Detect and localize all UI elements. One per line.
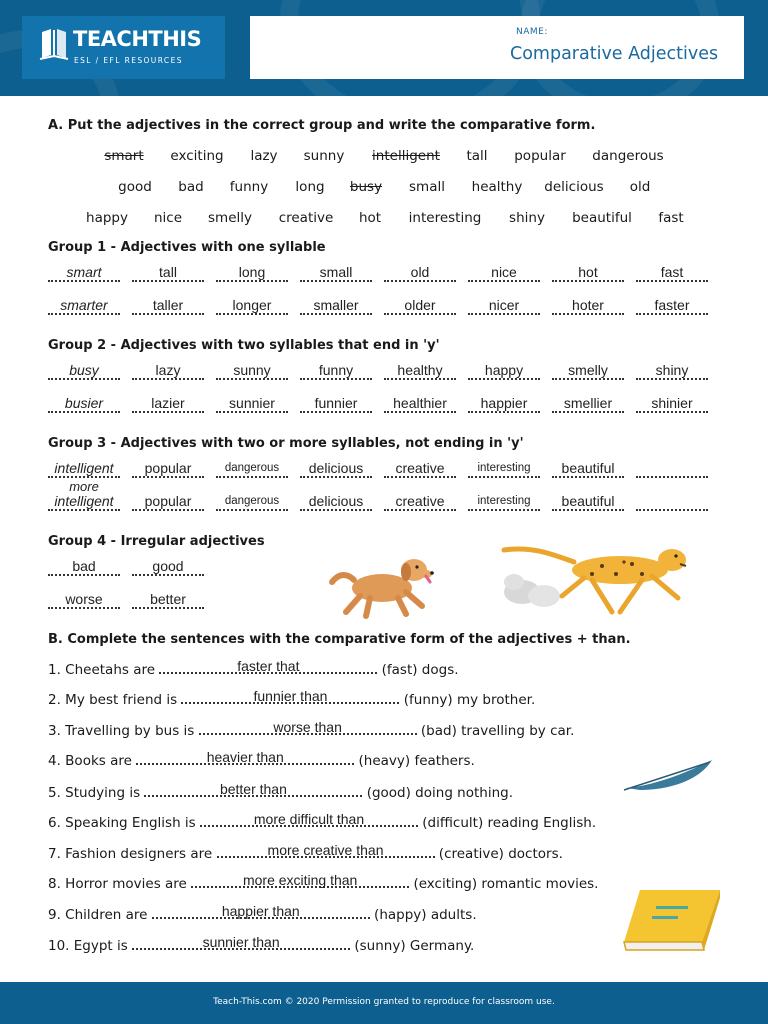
word-bank-item: happy [86,210,128,226]
adjective-answer: lazy [155,362,181,378]
word-bank-item: healthy [471,179,523,195]
comparative-answer: sunnier [229,395,275,411]
group-1-heading: Group 1 - Adjectives with one syllable [48,240,326,255]
word-bank-item: intelligent [372,148,440,164]
sentence-start: 4. Books are [48,753,137,769]
comparative-answer: interesting [477,495,531,507]
comparative-answer: smellier [563,395,613,411]
comparative-answer: shinier [651,395,693,411]
comparative-answer: lazier [151,395,185,411]
adjective-answer: good [152,558,184,574]
comparative-answer: delicious [308,493,364,509]
section-a-instruction: A. Put the adjectives in the correct group and write the comparative form. [48,118,596,133]
adjective-answer: small [319,264,353,280]
comparative-answer: longer [232,297,272,313]
adjective-answer: hot [578,264,598,280]
book-icon [622,886,722,954]
comparative-answer: intelligent [54,493,114,509]
adjective-answer: bad [72,558,96,574]
sentence-start: 1. Cheetahs are [48,662,160,678]
footer-text: Teach-This.com © 2020 Permission granted to reproduce for classroom use. [213,997,555,1007]
comparative-answer: taller [152,297,184,313]
comparative-answer: beautiful [561,493,615,509]
word-bank-item: hot [358,210,382,226]
sentence-start: 2. My best friend is [48,692,182,708]
word-bank-item: delicious [544,179,604,195]
word-bank-item: fast [658,210,684,226]
sentence-end: (sunny) Germany. [350,938,475,954]
answer-blank [636,507,708,511]
sentence-end: (difficult) reading English. [418,815,597,831]
group-4-heading: Group 4 - Irregular adjectives [48,534,265,549]
adjective-answer: interesting [477,462,531,474]
comparative-answer: better [150,591,186,607]
word-bank-item: exciting [170,148,224,164]
word-bank-item: old [629,179,651,195]
sentence-answer: happier than [221,903,300,919]
adjective-answer: intelligent [54,460,114,476]
adjective-answer: old [410,264,430,280]
sentence-end: (creative) doctors. [434,846,563,862]
answer-blank [468,474,540,478]
word-bank-item: smelly [208,210,252,226]
adjective-answer: healthy [397,362,443,378]
sentence-start: 6. Speaking English is [48,815,200,831]
sentence-start: 9. Children are [48,907,152,923]
word-bank-item: funny [229,179,269,195]
sentence-start: 10. Egypt is [48,938,133,954]
word-bank-item: sunny [303,148,345,164]
comparative-answer: popular [144,493,192,509]
word-bank-item: small [409,179,445,195]
answer-blank [216,507,288,511]
word-bank-item: shiny [509,210,545,226]
sentence-end: (funny) my brother. [399,692,536,708]
comparative-answer: worse [65,591,103,607]
sentence-answer: worse than [273,719,342,735]
word-bank-item: creative [278,210,334,226]
word-bank-item: lazy [250,148,278,164]
sentence-end: (bad) travelling by car. [416,723,575,739]
sentence-answer: funnier than [253,688,328,704]
footer [0,982,768,1024]
comparative-answer: healthier [393,395,447,411]
comparative-answer: smaller [313,297,359,313]
sentence-answer: more difficult than [253,811,365,827]
sentence-end: (exciting) romantic movies. [409,876,599,892]
word-bank-item: bad [178,179,204,195]
sentence-answer: faster that [237,658,300,674]
word-bank-item: nice [153,210,183,226]
section-b-instruction: B. Complete the sentences with the comparative form of the adjectives + than. [48,632,631,647]
dog-icon [326,552,438,622]
sentence-answer: more creative than [267,842,384,858]
sentence-start: 3. Travelling by bus is [48,723,199,739]
sentence-end: (fast) dogs. [377,662,459,678]
comparative-answer: funnier [314,395,358,411]
word-bank-item: tall [466,148,488,164]
adjective-answer: long [238,264,266,280]
comparative-answer: busier [64,395,104,411]
title-box [250,16,744,79]
word-bank-item: popular [514,148,566,164]
adjective-answer: creative [395,460,445,476]
comparative-answer: smarter [60,297,108,313]
adjective-answer: sunny [233,362,271,378]
group-2-heading: Group 2 - Adjectives with two syllables that end in 'y' [48,338,440,353]
comparative-prefix: more [69,479,99,494]
adjective-answer: shiny [655,362,689,378]
adjective-answer: tall [159,264,177,280]
logo-tagline: ESL / EFL RESOURCES [74,56,183,65]
answer-blank [468,507,540,511]
adjective-answer: smelly [568,362,608,378]
word-bank-item: long [295,179,325,195]
word-bank-item: good [118,179,152,195]
group-3-heading: Group 3 - Adjectives with two or more syllables, not ending in 'y' [48,436,524,451]
sentence-end: (happy) adults. [369,907,477,923]
sentence-start: 7. Fashion designers are [48,846,217,862]
adjective-answer: delicious [308,460,364,476]
adjective-answer: fast [660,264,684,280]
answer-blank [636,474,708,478]
word-bank-item: beautiful [572,210,632,226]
word-bank-item: dangerous [592,148,664,164]
comparative-answer: creative [395,493,445,509]
book-logo-icon [38,28,70,62]
comparative-answer: faster [654,297,690,313]
comparative-answer: happier [480,395,528,411]
adjective-answer: funny [318,362,354,378]
word-bank-item: interesting [408,210,482,226]
adjective-answer: popular [144,460,192,476]
word-bank-item: smart [104,148,144,164]
comparative-answer: dangerous [224,495,280,507]
sentence-answer: more exciting than [242,872,358,888]
name-label: NAME: [516,27,548,37]
sentence-answer: heavier than [206,749,284,765]
sentence-end: (good) doing nothing. [362,785,514,801]
sentence-start: 5. Studying is [48,785,145,801]
sentence-answer: better than [219,781,287,797]
cheetah-icon [492,540,692,620]
adjective-answer: smart [66,264,102,280]
sentence-end: (heavy) feathers. [354,753,475,769]
adjective-answer: nice [491,264,517,280]
sentence-answer: sunnier than [202,934,280,950]
feather-icon [620,756,718,794]
adjective-answer: busy [69,362,99,378]
sentence-start: 8. Horror movies are [48,876,192,892]
comparative-answer: hoter [572,297,604,313]
adjective-answer: dangerous [224,462,280,474]
comparative-answer: older [404,297,436,313]
answer-blank [216,474,288,478]
adjective-answer: beautiful [561,460,615,476]
logo [22,16,225,79]
adjective-answer: happy [484,362,524,378]
word-bank-item: busy [349,179,383,195]
comparative-answer: nicer [488,297,520,313]
logo-name: TEACHTHIS [73,27,202,51]
worksheet-title: Comparative Adjectives [510,44,719,64]
